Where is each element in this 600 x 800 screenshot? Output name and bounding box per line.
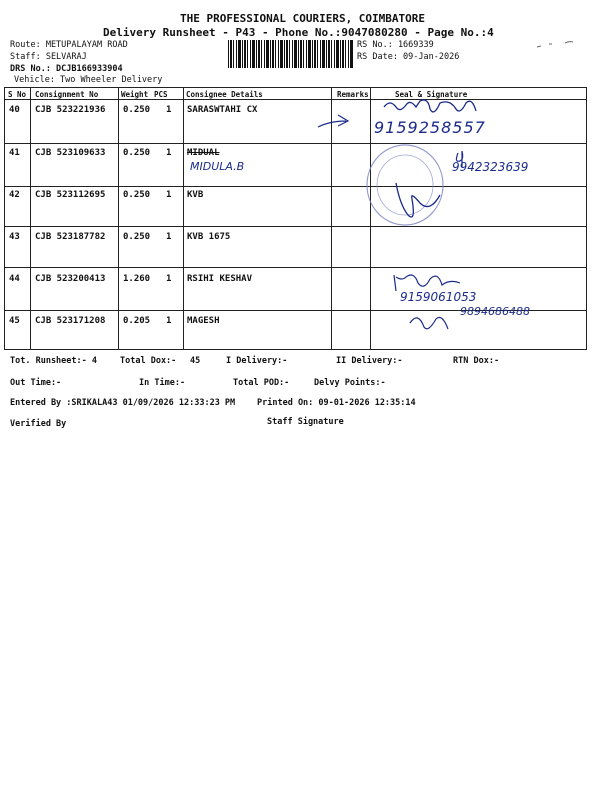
- handwritten-phone-row41: 9942323639: [452, 160, 529, 174]
- total-dox-value: 45: [190, 356, 201, 366]
- consignee-name: MAGESH: [187, 316, 220, 326]
- weight-value: 0.250: [123, 190, 151, 200]
- table-row: 42: [9, 190, 20, 200]
- pcs-value: 1: [166, 316, 172, 326]
- staff-label: Staff: SELVARAJ: [10, 52, 87, 62]
- verified-by: Verified By: [10, 419, 67, 429]
- barcode-image: [228, 40, 354, 68]
- ii-delivery: II Delivery:-: [336, 356, 403, 366]
- vehicle-label: Vehicle: Two Wheeler Delivery: [14, 75, 163, 85]
- consignee-name: MIDUAL: [187, 148, 220, 158]
- consignment-number: CJB 523187782: [35, 232, 106, 242]
- table-row: 40: [9, 105, 20, 115]
- consignment-number: CJB 523109633: [35, 148, 106, 158]
- consignee-name: KVB 1675: [187, 232, 231, 242]
- header-weight: Weight: [121, 90, 149, 99]
- handwritten-phone-row44: 9159061053: [400, 290, 477, 304]
- handwritten-name-row41: MIDULA.B: [190, 160, 245, 173]
- consignment-number: CJB 523221936: [35, 105, 106, 115]
- header-consignee: Consignee Details: [186, 90, 263, 99]
- handwritten-phone-row45: 9894686488: [460, 305, 530, 318]
- staff-signature: Staff Signature: [267, 417, 344, 427]
- delvy-points: Delvy Points:-: [314, 378, 386, 388]
- table-row: 44: [9, 274, 20, 284]
- printed-on: Printed On: 09-01-2026 12:35:14: [257, 398, 416, 408]
- entered-by: Entered By :SRIKALA43 01/09/2026 12:33:23 PM: [10, 398, 236, 408]
- header-pcs: PCS: [154, 90, 168, 99]
- weight-value: 0.250: [123, 148, 151, 158]
- weight-value: 0.205: [123, 316, 151, 326]
- consignee-name: RSIHI KESHAV: [187, 274, 253, 284]
- in-time: In Time:-: [139, 378, 186, 388]
- pcs-value: 1: [166, 232, 172, 242]
- weight-value: 0.250: [123, 105, 151, 115]
- company-title: THE PROFESSIONAL COURIERS, COIMBATORE: [180, 12, 426, 25]
- total-dox-label: Total Dox:-: [120, 356, 177, 366]
- pcs-value: 1: [166, 105, 172, 115]
- pcs-value: 1: [166, 190, 172, 200]
- table-row: 41: [9, 148, 20, 158]
- header-consignment: Consignment No: [35, 90, 99, 99]
- runsheet-subtitle: Delivery Runsheet - P43 - Phone No.:9047080280 - Page No.:4: [103, 26, 494, 39]
- table-row: 45: [9, 316, 20, 326]
- table-row: 43: [9, 232, 20, 242]
- pcs-value: 1: [166, 148, 172, 158]
- rs-date: RS Date: 09-Jan-2026: [357, 52, 460, 62]
- weight-value: 1.260: [123, 274, 151, 284]
- handwritten-phone-row40: 9159258557: [374, 118, 486, 137]
- weight-value: 0.250: [123, 232, 151, 242]
- header-seal: Seal & Signature: [395, 90, 468, 99]
- header-remarks: Remarks: [337, 90, 369, 99]
- total-pod: Total POD:-: [233, 378, 290, 388]
- consignment-number: CJB 523171208: [35, 316, 106, 326]
- pen-marks: [535, 38, 575, 52]
- pcs-value: 1: [166, 274, 172, 284]
- rs-number: RS No.: 1669339: [357, 40, 434, 50]
- consignment-number: CJB 523200413: [35, 274, 106, 284]
- rtn-dox: RTN Dox:-: [453, 356, 500, 366]
- out-time: Out Time:-: [10, 378, 62, 388]
- tot-runsheet: Tot. Runsheet:- 4: [10, 356, 97, 366]
- consignee-name: SARASWTAHI CX: [187, 105, 258, 115]
- i-delivery: I Delivery:-: [226, 356, 288, 366]
- route-label: Route: METUPALAYAM ROAD: [10, 40, 128, 50]
- drs-number: DRS No.: DCJB166933904: [10, 64, 123, 74]
- header-sno: S No: [8, 90, 27, 99]
- consignment-number: CJB 523112695: [35, 190, 106, 200]
- consignee-name: KVB: [187, 190, 204, 200]
